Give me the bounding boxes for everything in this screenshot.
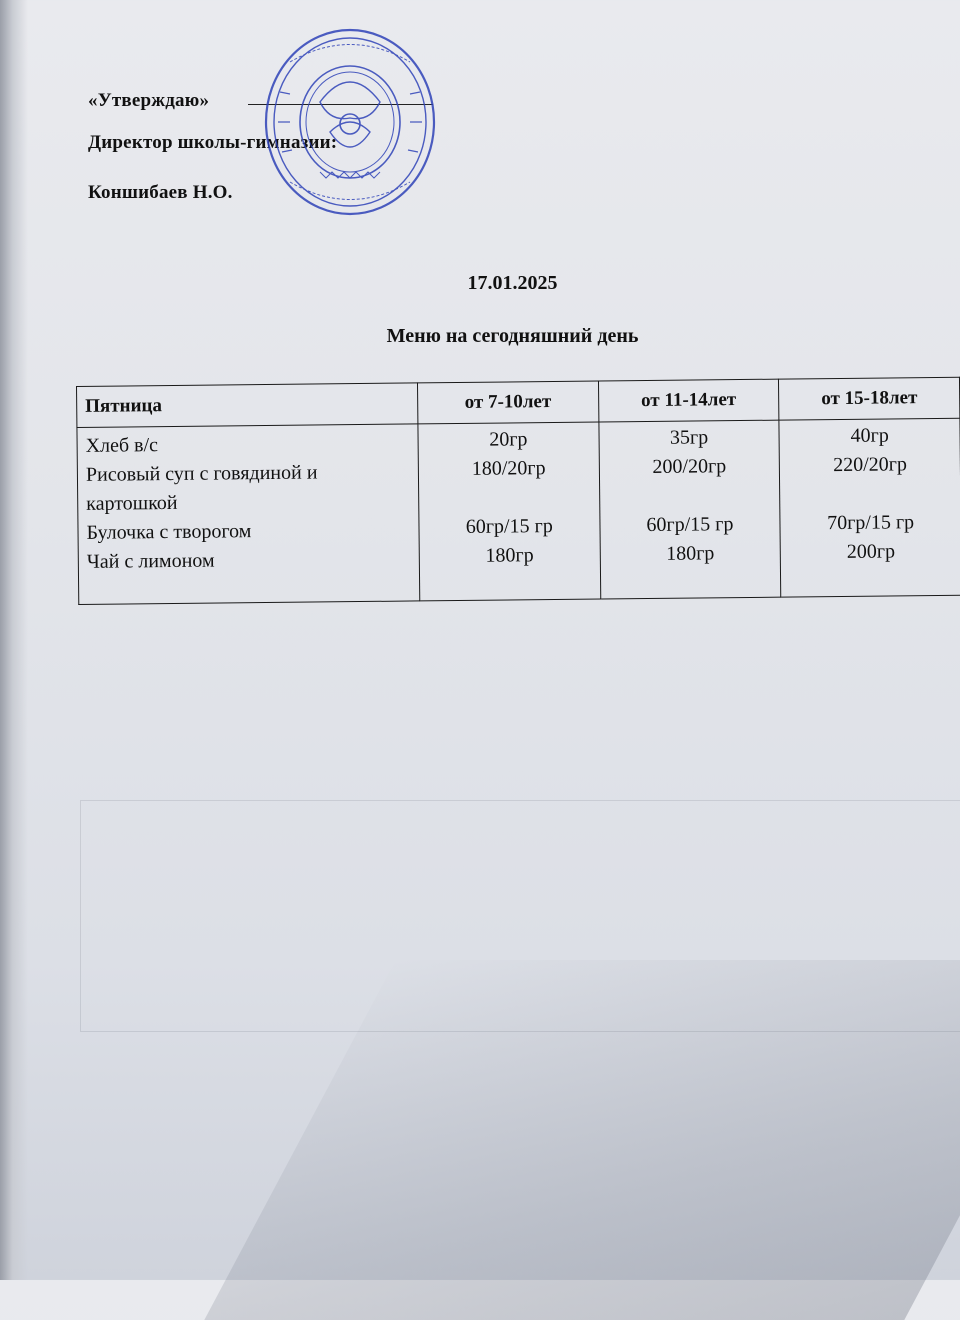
portion-spacer [780,479,960,510]
table-row [77,418,960,604]
dishes-cell [77,424,420,605]
portion-value: 60гр/15 гр [646,513,734,537]
column-header-age-11-14: от 11-14лет [598,379,779,422]
column-header-age-15-18: от 15-18лет [779,377,960,420]
portions-cell-age-7-10 [418,422,601,601]
portion-value: 40гр [850,424,889,447]
paper-edge [0,0,28,1280]
column-header-age-7-10: от 7-10лет [417,381,598,424]
portion-value: 60гр/15 гр [465,515,553,538]
portion-value: 200/20гр [652,455,727,478]
portion-spacer [419,483,599,514]
portion-value: 70гр/15 гр [827,511,915,535]
menu-date: 17.01.2025 [467,272,558,294]
portion-spacer [600,481,780,512]
dish-item: Рисовый суп с говядиной и картошкой [85,461,318,515]
director-title: Директор школы-гимназии: [88,132,338,153]
approval-label: «Утверждаю» [88,90,210,111]
portions-cell-age-11-14 [599,420,782,599]
dish-item: Хлеб в/с [85,434,159,457]
column-header-day: Пятница [77,383,418,428]
portion-value: 180/20гр [471,457,546,480]
director-name: Коншибаев Н.О. [88,182,233,203]
portion-value: 20гр [489,428,528,451]
round-seal-stamp-icon [260,22,440,222]
portion-value: 200гр [846,540,896,563]
portion-value: 35гр [669,426,709,449]
menu-table [76,377,960,605]
portions-cell-age-15-18 [779,418,960,597]
dish-item: Чай с лимоном [86,549,215,573]
bleed-through-table [80,800,960,1032]
menu-title: Меню на сегодняшний день [386,325,639,347]
portion-value: 180гр [485,544,534,567]
portion-value: 180гр [666,542,715,565]
portion-value: 220/20гр [833,453,908,477]
dish-item: Булочка с творогом [86,520,252,544]
